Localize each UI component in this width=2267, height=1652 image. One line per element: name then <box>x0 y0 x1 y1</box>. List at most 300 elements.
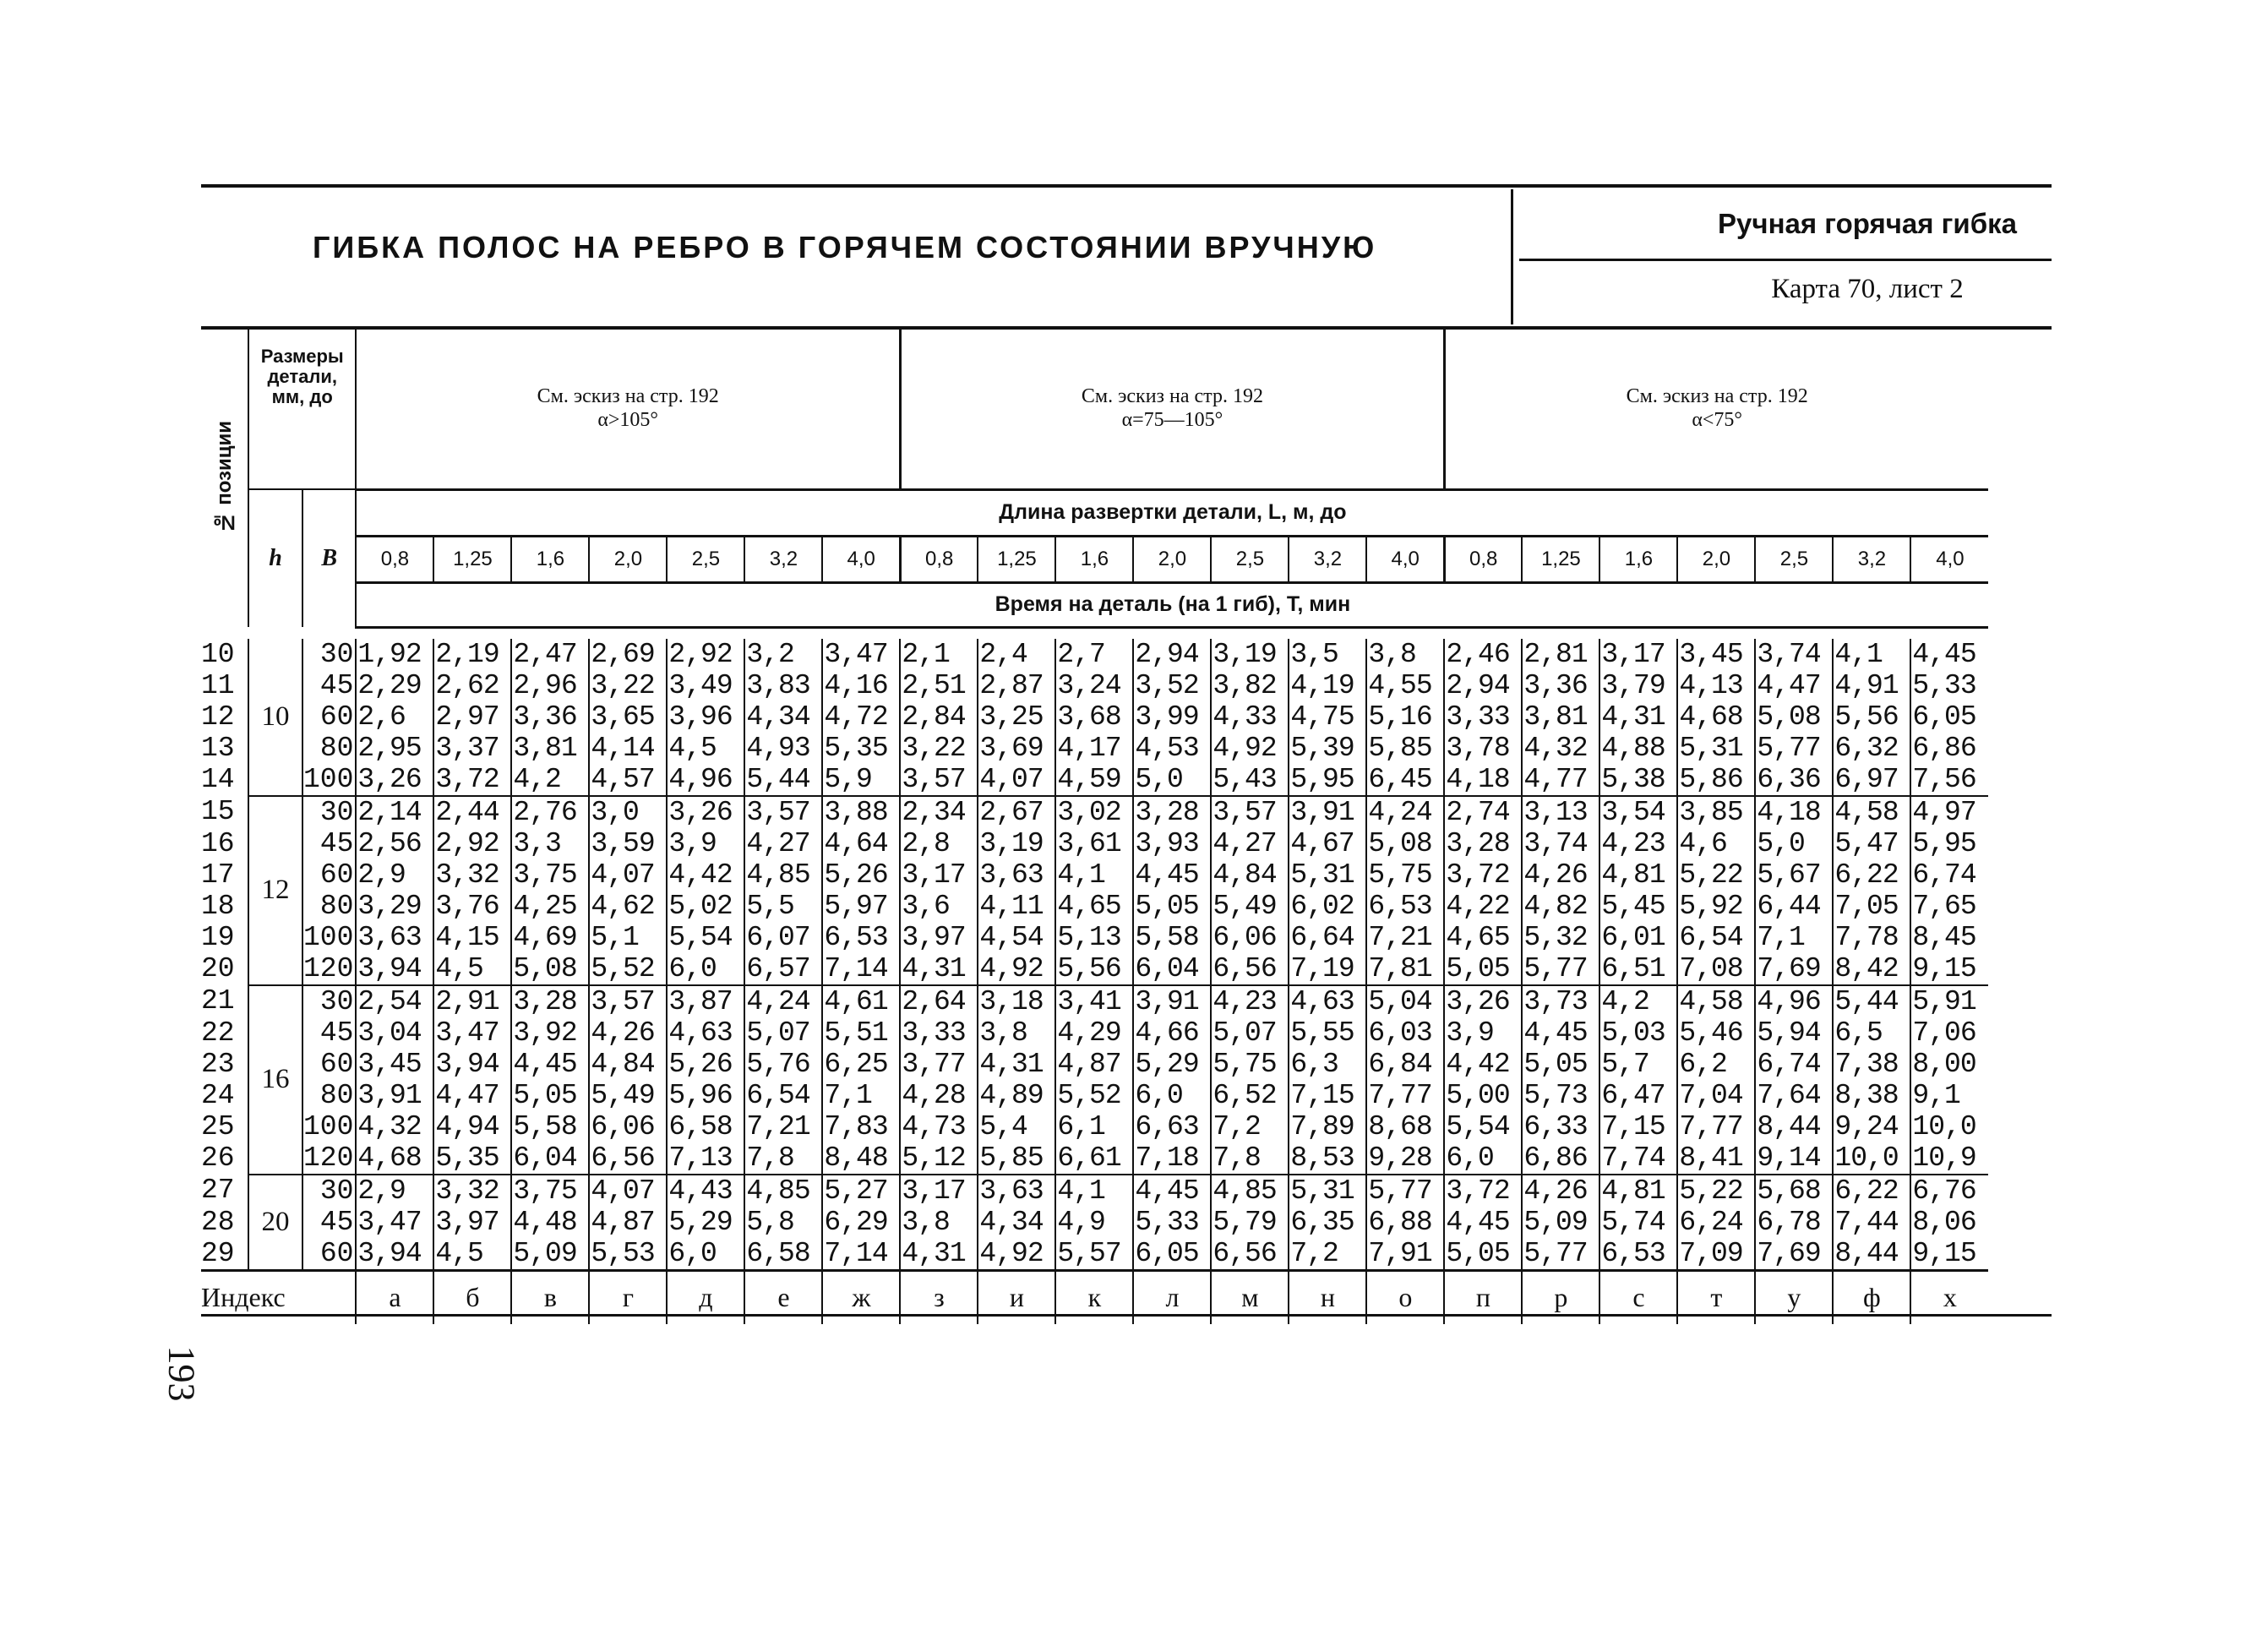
time-value: 3,18 <box>978 985 1055 1017</box>
time-value: 2,56 <box>356 828 433 859</box>
position-number: 29 <box>201 1237 235 1269</box>
time-value: 4,47 <box>1755 670 1833 701</box>
time-value: 3,88 <box>822 796 900 828</box>
time-value: 5,77 <box>1522 953 1599 985</box>
time-value: 5,05 <box>1444 953 1522 985</box>
time-value: 5,09 <box>1522 1207 1599 1238</box>
time-value: 4,65 <box>1444 922 1522 953</box>
time-value: 6,58 <box>667 1111 744 1142</box>
time-value: 2,95 <box>356 733 433 764</box>
index-letter: л <box>1133 1270 1211 1324</box>
time-value: 5,08 <box>1366 828 1444 859</box>
time-value: 8,68 <box>1366 1111 1444 1142</box>
time-value: 4,13 <box>1677 670 1755 701</box>
time-value: 3,94 <box>356 1238 433 1271</box>
time-value: 3,13 <box>1522 796 1599 828</box>
time-value: 5,85 <box>978 1142 1055 1175</box>
time-value: 7,15 <box>1289 1080 1366 1111</box>
time-value: 4,61 <box>822 985 900 1017</box>
sketch-group-header <box>1444 328 1988 489</box>
time-value: 4,45 <box>1444 1207 1522 1238</box>
sketch-ref: См. эскиз на стр. 192 <box>1081 384 1263 407</box>
time-value: 4,88 <box>1599 733 1677 764</box>
time-value: 6,54 <box>1677 922 1755 953</box>
time-value: 4,62 <box>589 891 667 922</box>
width-b: 80 <box>319 890 354 922</box>
time-value: 2,91 <box>433 985 511 1017</box>
time-value: 5,97 <box>822 891 900 922</box>
time-value: 5,49 <box>589 1080 667 1111</box>
time-value: 5,52 <box>589 953 667 985</box>
time-value: 5,7 <box>1599 1049 1677 1080</box>
width-b: 30 <box>302 1175 356 1207</box>
top-rule <box>201 184 2052 188</box>
time-value: 4,14 <box>589 733 667 764</box>
time-value: 3,5 <box>1289 639 1366 670</box>
table-row <box>201 1080 1988 1111</box>
time-value: 4,66 <box>1133 1017 1211 1049</box>
time-value: 3,91 <box>1289 796 1366 828</box>
table-row <box>201 1111 1988 1142</box>
time-value: 7,89 <box>1289 1111 1366 1142</box>
time-value: 5,95 <box>1289 764 1366 796</box>
length-value: 3,2 <box>1289 536 1366 582</box>
time-value: 3,8 <box>978 1017 1055 1049</box>
index-letter: п <box>1444 1270 1522 1324</box>
time-value: 5,05 <box>511 1080 589 1111</box>
time-value: 7,1 <box>822 1080 900 1111</box>
time-value: 4,34 <box>744 701 822 733</box>
time-value: 6,53 <box>822 922 900 953</box>
time-value: 4,54 <box>978 922 1055 953</box>
time-value: 7,69 <box>1755 1238 1833 1271</box>
length-header: Длина развертки детали, L, м, до <box>356 489 1988 536</box>
time-value: 4,68 <box>356 1142 433 1175</box>
position-number: 13 <box>201 732 235 764</box>
length-value: 0,8 <box>356 536 433 582</box>
time-value: 3,78 <box>1444 733 1522 764</box>
time-value: 4,67 <box>1289 828 1366 859</box>
time-value: 2,29 <box>356 670 433 701</box>
page-title: ГИБКА ПОЛОС НА РЕБРО В ГОРЯЧЕМ СОСТОЯНИИ ВРУЧНУЮ <box>313 230 1377 264</box>
table-row <box>201 953 1988 985</box>
time-value: 4,11 <box>978 891 1055 922</box>
time-value: 3,99 <box>1133 701 1211 733</box>
time-value: 5,75 <box>1366 859 1444 891</box>
time-value: 6,54 <box>744 1080 822 1111</box>
time-value: 4,23 <box>1599 828 1677 859</box>
index-letter: г <box>589 1270 667 1324</box>
sketch-group-header <box>356 328 900 489</box>
time-value: 4,07 <box>978 764 1055 796</box>
time-value: 6,35 <box>1289 1207 1366 1238</box>
sketch-ref: См. эскиз на стр. 192 <box>537 384 719 407</box>
time-value: 2,4 <box>978 639 1055 670</box>
time-value: 3,26 <box>1444 985 1522 1017</box>
time-value: 5,95 <box>1910 828 1988 859</box>
index-letter: р <box>1522 1270 1599 1324</box>
position-number: 11 <box>201 669 235 701</box>
time-value: 3,91 <box>1133 985 1211 1017</box>
time-value: 5,35 <box>822 733 900 764</box>
table-row <box>201 1175 1988 1207</box>
time-value: 4,48 <box>511 1207 589 1238</box>
time-value: 3,22 <box>900 733 978 764</box>
time-value: 3,32 <box>433 1175 511 1207</box>
time-value: 6,0 <box>1133 1080 1211 1111</box>
time-value: 2,6 <box>356 701 433 733</box>
time-value: 5,85 <box>1366 733 1444 764</box>
time-value: 7,69 <box>1755 953 1833 985</box>
index-letter: з <box>900 1270 978 1324</box>
time-value: 5,46 <box>1677 1017 1755 1049</box>
time-value: 4,72 <box>822 701 900 733</box>
time-value: 7,77 <box>1366 1080 1444 1111</box>
time-value: 3,57 <box>589 985 667 1017</box>
index-letter: ф <box>1833 1270 1910 1324</box>
time-value: 9,15 <box>1910 953 1988 985</box>
time-value: 4,43 <box>667 1175 744 1207</box>
width-b: 30 <box>302 796 356 828</box>
time-value: 5,05 <box>1444 1238 1522 1271</box>
time-value: 5,92 <box>1677 891 1755 922</box>
length-value: 1,6 <box>1055 536 1133 582</box>
length-value: 1,6 <box>511 536 589 582</box>
time-value: 5,00 <box>1444 1080 1522 1111</box>
time-value: 4,07 <box>589 1175 667 1207</box>
time-value: 3,32 <box>433 859 511 891</box>
time-value: 5,08 <box>511 953 589 985</box>
time-value: 6,78 <box>1755 1207 1833 1238</box>
time-value: 3,76 <box>433 891 511 922</box>
time-value: 6,5 <box>1833 1017 1910 1049</box>
time-value: 4,19 <box>1289 670 1366 701</box>
time-value: 5,32 <box>1522 922 1599 953</box>
time-value: 3,91 <box>356 1080 433 1111</box>
time-value: 4,93 <box>744 733 822 764</box>
length-value: 2,0 <box>1677 536 1755 582</box>
length-value: 2,0 <box>1133 536 1211 582</box>
time-value: 2,14 <box>356 796 433 828</box>
time-value: 4,42 <box>667 859 744 891</box>
time-value: 7,74 <box>1599 1142 1677 1175</box>
time-value: 6,03 <box>1366 1017 1444 1049</box>
time-value: 4,5 <box>433 1238 511 1271</box>
table-row <box>201 859 1988 891</box>
time-value: 7,91 <box>1366 1238 1444 1271</box>
time-value: 2,46 <box>1444 639 1522 670</box>
time-value: 3,29 <box>356 891 433 922</box>
time-value: 4,42 <box>1444 1049 1522 1080</box>
index-letter: д <box>667 1270 744 1324</box>
time-value: 8,41 <box>1677 1142 1755 1175</box>
index-letter: х <box>1910 1270 1988 1324</box>
time-value: 8,42 <box>1833 953 1910 985</box>
time-value: 3,57 <box>1211 796 1289 828</box>
time-value: 3,24 <box>1055 670 1133 701</box>
time-value: 3,25 <box>978 701 1055 733</box>
time-value: 8,06 <box>1910 1207 1988 1238</box>
time-value: 2,9 <box>356 859 433 891</box>
table-row <box>201 764 1988 796</box>
time-value: 2,47 <box>511 639 589 670</box>
time-value: 2,97 <box>433 701 511 733</box>
time-value: 4,91 <box>1833 670 1910 701</box>
time-value: 3,68 <box>1055 701 1133 733</box>
time-value: 4,96 <box>667 764 744 796</box>
time-value: 6,3 <box>1289 1049 1366 1080</box>
time-value: 2,92 <box>667 639 744 670</box>
header-divider <box>1511 189 1513 324</box>
time-value: 7,8 <box>1211 1142 1289 1175</box>
time-value: 7,2 <box>1211 1111 1289 1142</box>
position-number: 10 <box>201 638 235 670</box>
time-value: 3,57 <box>744 796 822 828</box>
time-value: 3,26 <box>667 796 744 828</box>
time-value: 2,94 <box>1133 639 1211 670</box>
length-value: 1,25 <box>978 536 1055 582</box>
time-value: 4,28 <box>900 1080 978 1111</box>
time-value: 5,76 <box>744 1049 822 1080</box>
table-row <box>201 1142 1988 1175</box>
time-value: 4,84 <box>1211 859 1289 891</box>
width-b: 100 <box>303 1110 354 1142</box>
time-value: 6,29 <box>822 1207 900 1238</box>
time-value: 3,47 <box>356 1207 433 1238</box>
time-value: 4,65 <box>1055 891 1133 922</box>
time-value: 3,82 <box>1211 670 1289 701</box>
time-value: 6,47 <box>1599 1080 1677 1111</box>
width-b: 60 <box>319 701 354 733</box>
position-number: 19 <box>201 921 235 953</box>
time-value: 3,47 <box>822 639 900 670</box>
time-value: 5,44 <box>744 764 822 796</box>
length-value: 3,2 <box>744 536 822 582</box>
time-value: 7,14 <box>822 1238 900 1271</box>
time-value: 3,81 <box>511 733 589 764</box>
time-value: 3,63 <box>356 922 433 953</box>
width-b: 60 <box>319 859 354 891</box>
position-number: 28 <box>201 1206 235 1238</box>
time-value: 4,45 <box>1910 639 1988 670</box>
time-value: 6,33 <box>1522 1111 1599 1142</box>
width-b: 45 <box>319 827 354 859</box>
time-value: 5,44 <box>1833 985 1910 1017</box>
time-value: 5,51 <box>822 1017 900 1049</box>
length-value: 4,0 <box>1910 536 1988 582</box>
time-value: 4,55 <box>1366 670 1444 701</box>
time-value: 4,96 <box>1755 985 1833 1017</box>
time-value: 2,9 <box>356 1175 433 1207</box>
time-value: 5,54 <box>1444 1111 1522 1142</box>
table-bottom-rule <box>201 1314 2052 1317</box>
time-value: 3,73 <box>1522 985 1599 1017</box>
width-b: 120 <box>303 952 354 984</box>
time-value: 5,94 <box>1755 1017 1833 1049</box>
time-value: 3,94 <box>356 953 433 985</box>
time-value: 1,92 <box>356 639 433 670</box>
table-row <box>201 922 1988 953</box>
time-value: 5,31 <box>1289 859 1366 891</box>
time-value: 4,45 <box>1133 1175 1211 1207</box>
time-value: 6,58 <box>744 1238 822 1271</box>
time-value: 6,53 <box>1599 1238 1677 1271</box>
time-value: 8,45 <box>1910 922 1988 953</box>
time-value: 7,05 <box>1833 891 1910 922</box>
index-letter: у <box>1755 1270 1833 1324</box>
time-value: 4,77 <box>1522 764 1599 796</box>
time-value: 4,6 <box>1677 828 1755 859</box>
time-value: 3,57 <box>900 764 978 796</box>
time-value: 7,56 <box>1910 764 1988 796</box>
b-label: B <box>302 489 356 627</box>
time-value: 5,52 <box>1055 1080 1133 1111</box>
time-value: 3,94 <box>433 1049 511 1080</box>
time-value: 4,84 <box>589 1049 667 1080</box>
time-value: 5,12 <box>900 1142 978 1175</box>
time-value: 4,26 <box>589 1017 667 1049</box>
time-value: 4,9 <box>1055 1207 1133 1238</box>
time-value: 6,74 <box>1755 1049 1833 1080</box>
time-value: 3,77 <box>900 1049 978 1080</box>
time-value: 5,22 <box>1677 859 1755 891</box>
time-value: 5,77 <box>1366 1175 1444 1207</box>
time-value: 2,54 <box>356 985 433 1017</box>
time-value: 4,34 <box>978 1207 1055 1238</box>
time-value: 6,36 <box>1755 764 1833 796</box>
position-number: 26 <box>201 1142 235 1174</box>
time-value: 5,0 <box>1755 828 1833 859</box>
time-value: 6,56 <box>1211 953 1289 985</box>
time-value: 3,8 <box>1366 639 1444 670</box>
time-value: 6,45 <box>1366 764 1444 796</box>
time-value: 4,58 <box>1833 796 1910 828</box>
index-letter: к <box>1055 1270 1133 1324</box>
time-value: 5,29 <box>667 1207 744 1238</box>
time-value: 8,38 <box>1833 1080 1910 1111</box>
time-value: 6,44 <box>1755 891 1833 922</box>
sheet-label: Карта 70, лист 2 <box>1771 274 1964 304</box>
time-value: 3,93 <box>1133 828 1211 859</box>
time-value: 2,62 <box>433 670 511 701</box>
time-value: 6,97 <box>1833 764 1910 796</box>
time-value: 6,02 <box>1289 891 1366 922</box>
time-value: 6,61 <box>1055 1142 1133 1175</box>
time-value: 7,8 <box>744 1142 822 1175</box>
time-value: 4,94 <box>433 1111 511 1142</box>
time-value: 5,58 <box>511 1111 589 1142</box>
table-row <box>201 1017 1988 1049</box>
thickness-h: 12 <box>248 796 302 985</box>
time-value: 5,57 <box>1055 1238 1133 1271</box>
time-value: 6,1 <box>1055 1111 1133 1142</box>
position-number: 12 <box>201 701 235 733</box>
time-value: 5,58 <box>1133 922 1211 953</box>
time-value: 7,19 <box>1289 953 1366 985</box>
time-value: 3,47 <box>433 1017 511 1049</box>
time-value: 7,83 <box>822 1111 900 1142</box>
time-value: 6,22 <box>1833 859 1910 891</box>
time-value: 4,27 <box>1211 828 1289 859</box>
time-value: 5,39 <box>1289 733 1366 764</box>
time-value: 10,9 <box>1910 1142 1988 1175</box>
time-value: 7,64 <box>1755 1080 1833 1111</box>
time-value: 5,79 <box>1211 1207 1289 1238</box>
time-value: 4,45 <box>1522 1017 1599 1049</box>
time-value: 5,05 <box>1133 891 1211 922</box>
time-value: 4,59 <box>1055 764 1133 796</box>
time-value: 3,96 <box>667 701 744 733</box>
time-value: 3,36 <box>1522 670 1599 701</box>
table-row <box>201 1049 1988 1080</box>
time-value: 7,81 <box>1366 953 1444 985</box>
table-row <box>201 891 1988 922</box>
time-value: 7,06 <box>1910 1017 1988 1049</box>
time-value: 3,2 <box>744 639 822 670</box>
time-value: 4,85 <box>1211 1175 1289 1207</box>
time-value: 2,67 <box>978 796 1055 828</box>
time-value: 8,44 <box>1833 1238 1910 1271</box>
index-letter: е <box>744 1270 822 1324</box>
time-value: 10,0 <box>1833 1142 1910 1175</box>
time-value: 4,26 <box>1522 1175 1599 1207</box>
time-value: 7,2 <box>1289 1238 1366 1271</box>
table-row <box>201 1207 1988 1238</box>
time-value: 6,64 <box>1289 922 1366 953</box>
time-value: 4,89 <box>978 1080 1055 1111</box>
width-b: 45 <box>319 1017 354 1049</box>
time-value: 3,22 <box>589 670 667 701</box>
time-value: 6,86 <box>1522 1142 1599 1175</box>
time-value: 7,13 <box>667 1142 744 1175</box>
time-value: 5,45 <box>1599 891 1677 922</box>
time-value: 3,8 <box>900 1207 978 1238</box>
norm-table <box>201 328 1988 1324</box>
time-value: 4,2 <box>511 764 589 796</box>
width-b: 120 <box>303 1142 354 1174</box>
time-value: 4,63 <box>667 1017 744 1049</box>
position-number: 16 <box>201 827 235 859</box>
time-value: 5,26 <box>667 1049 744 1080</box>
time-value: 6,25 <box>822 1049 900 1080</box>
time-value: 4,57 <box>589 764 667 796</box>
time-value: 2,64 <box>900 985 978 1017</box>
time-value: 5,22 <box>1677 1175 1755 1207</box>
position-number: 14 <box>201 764 235 795</box>
time-value: 3,33 <box>900 1017 978 1049</box>
time-value: 4,31 <box>978 1049 1055 1080</box>
time-value: 3,3 <box>511 828 589 859</box>
time-value: 4,1 <box>1833 639 1910 670</box>
time-value: 4,1 <box>1055 1175 1133 1207</box>
time-value: 4,85 <box>744 1175 822 1207</box>
time-value: 4,07 <box>589 859 667 891</box>
time-value: 5,33 <box>1133 1207 1211 1238</box>
time-value: 4,16 <box>822 670 900 701</box>
time-value: 3,33 <box>1444 701 1522 733</box>
spacer <box>201 627 1988 639</box>
time-value: 3,0 <box>589 796 667 828</box>
time-value: 7,1 <box>1755 922 1833 953</box>
width-b: 80 <box>319 732 354 764</box>
time-value: 3,9 <box>1444 1017 1522 1049</box>
time-header: Время на деталь (на 1 гиб), T, мин <box>356 582 1988 627</box>
time-value: 5,96 <box>667 1080 744 1111</box>
time-value: 6,53 <box>1366 891 1444 922</box>
time-value: 6,22 <box>1833 1175 1910 1207</box>
time-value: 6,74 <box>1910 859 1988 891</box>
index-letter: ж <box>822 1270 900 1324</box>
